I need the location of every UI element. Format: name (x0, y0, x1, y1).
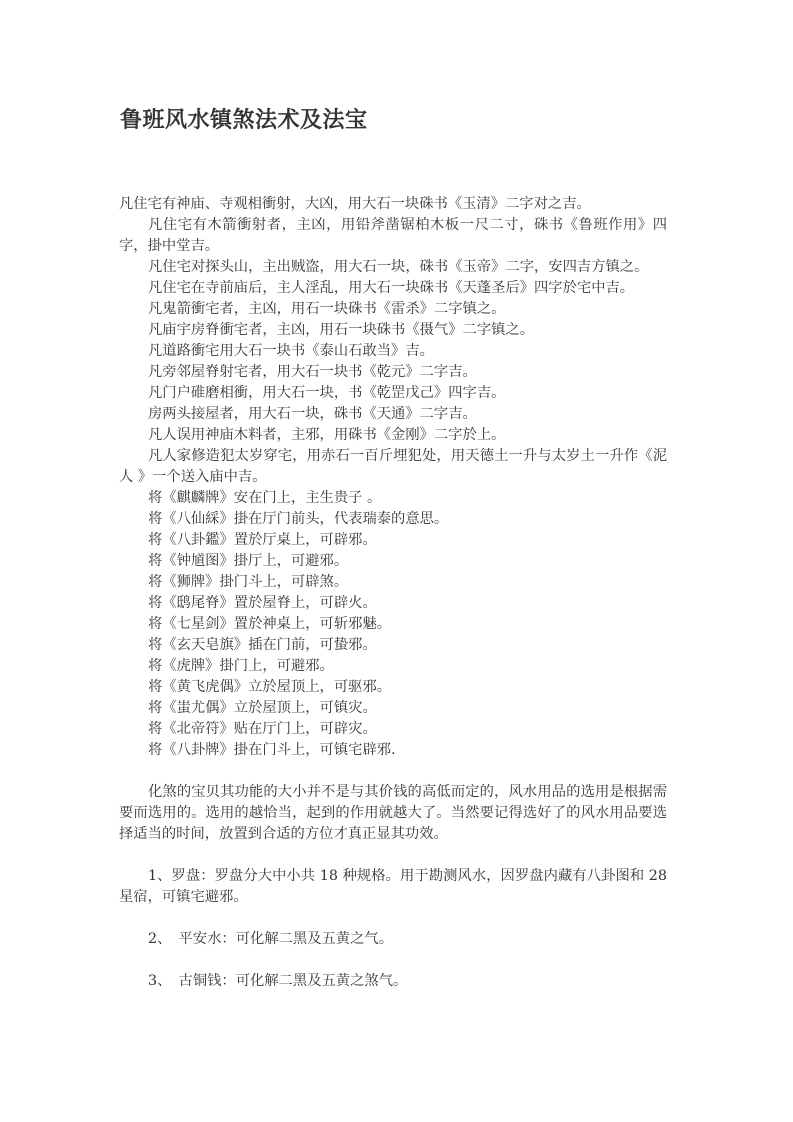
paragraph: 凡鬼箭衝宅者，主凶，用石一块硃书《雷杀》二字镇之。 (148, 301, 506, 317)
paragraph: 将《黄飞虎偶》立於屋顶上，可驱邪。 (148, 679, 392, 695)
paragraph: 凡人家修造犯太岁穿宅，用赤石一百斤埋犯处，用天德土一升与太岁土一升作《泥人 》一个送入庙中吉。 (119, 448, 667, 485)
paragraph: 将《玄天皂旗》插在门前，可蛰邪。 (148, 637, 377, 653)
paragraph: 将《虎牌》掛门上，可避邪。 (148, 658, 334, 674)
paragraph: 凡人误用神庙木料者，主邪，用硃书《金刚》二字於上。 (148, 427, 506, 443)
paragraph: 将《八仙綵》掛在厅门前头，代表瑞泰的意思。 (148, 511, 449, 527)
paragraph: 凡住宅有木箭衝射者，主凶，用铅斧凿锯柏木板一尺二寸，硃书《鲁班作用》四字，掛中堂吉。 (119, 217, 667, 254)
paragraph: 房两头接屋者，用大石一块，硃书《天通》二字吉。 (148, 406, 477, 422)
list-item: 3、 古铜钱：可化解二黑及五黄之煞气。 (148, 973, 408, 989)
paragraph: 凡道路衝宅用大石一块书《泰山石敢当》吉。 (148, 343, 434, 359)
paragraph: 将《鸱尾脊》置於屋脊上，可辟火。 (148, 595, 377, 611)
paragraph: 将《麒麟牌》安在门上，主生贵子 。 (148, 490, 382, 506)
paragraph: 将《北帝符》贴在厅门上，可辟灾。 (148, 721, 377, 737)
paragraph: 凡旁邻屋脊射宅者，用大石一块书《乾元》二字吉。 (148, 364, 477, 380)
spacer (119, 908, 667, 929)
paragraph: 凡庙宇房脊衝宅者，主凶，用石一块硃书《摄气》二字镇之。 (148, 322, 535, 338)
paragraph: 将《狮牌》掛门斗上，可辟煞。 (148, 574, 349, 590)
paragraph: 将《钟馗图》掛厅上，可避邪。 (148, 553, 349, 569)
paragraph: 凡住宅有神庙、寺观相衝射，大凶，用大石一块硃书《玉清》二字对之吉。 (119, 196, 591, 212)
paragraph: 凡住宅对探头山，主出贼盗，用大石一块，硃书《玉帝》二字，安四吉方镇之。 (148, 259, 649, 275)
paragraph: 凡门户碓磨相衝，用大石一块，书《乾罡戊己》四字吉。 (148, 385, 506, 401)
paragraph: 将《蚩尤偶》立於屋顶上，可镇灾。 (148, 700, 377, 716)
document-title: 鲁班风水镇煞法术及法宝 (120, 108, 368, 133)
spacer (119, 761, 667, 782)
paragraph: 将《八卦牌》掛在门斗上，可镇宅辟邪. (148, 742, 396, 758)
intro-paragraph: 化煞的宝贝其功能的大小并不是与其价钱的高低而定的，风水用品的选用是根据需要而选用的。选用的越恰当，起到的作用就越大了。当然要记得选好了的风水用品要选择适当的时间，放置到合适的方位才真正显其功效。 (119, 784, 667, 842)
paragraph: 将《七星剑》置於神桌上，可斩邪魅。 (148, 616, 392, 632)
list-item: 2、 平安水：可化解二黑及五黄之气。 (148, 931, 393, 947)
spacer (119, 950, 667, 971)
document-body (119, 194, 667, 992)
paragraph: 将《八卦鑑》置於厅桌上，可辟邪。 (148, 532, 377, 548)
paragraph: 凡住宅在寺前庙后，主人淫乱，用大石一块硃书《天蓬圣后》四字於宅中吉。 (148, 280, 635, 296)
spacer (119, 845, 667, 866)
list-item: 1、罗盘：罗盘分大中小共 18 种规格。用于勘测风水，因罗盘内藏有八卦图和 28 星宿，可镇宅避邪。 (119, 868, 667, 905)
